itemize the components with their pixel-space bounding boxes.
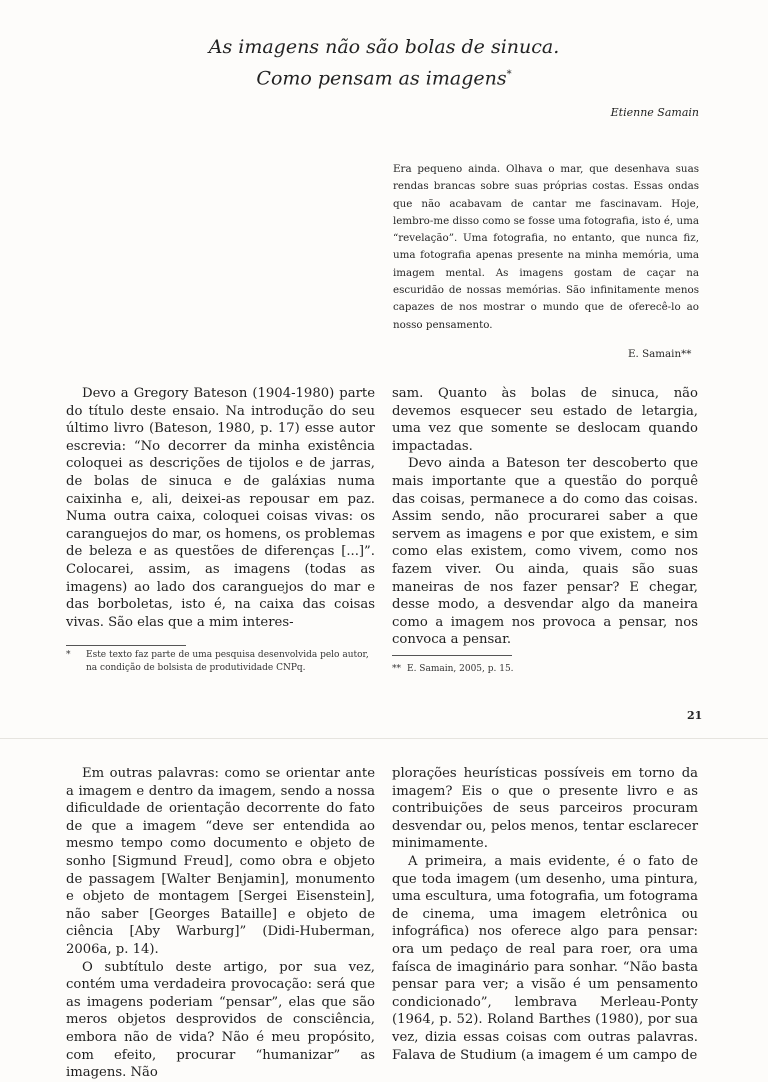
paragraph: Devo a Gregory Bateson (1904-1980) parte do título deste ensaio. Na introdução do seu último livro (Bateson, 1980, p. 17) esse autor escrevia: “No decorrer da minha existência coloquei as descrições de tijolos e de jarras, de bolas de sinuca e de galáxias numa caixinha e, ali, deixei-as repousar em paz. Numa outra caixa, coloquei coisas vivas: os caranguejos do mar, os homens, os problemas de beleza e as questões de diferenças [...]”. Colocarei, assim, as imagens (todas as imagens) ao lado dos caranguejos do mar e das borboletas, isto é, na caixa das coisas vivas. São elas que a mim interes- <box>66 386 375 630</box>
footnote-2-mark: ** <box>392 664 401 674</box>
paragraph: plorações heurísticas possíveis em torno da imagem? Eis o que o presente livro e as contribuições de seus parceiros procuram desvendar ou, pelos menos, tentar esclarecer minimamente. <box>392 766 698 852</box>
footnote-1 <box>66 649 381 675</box>
article-title <box>0 34 768 92</box>
page21-column-left <box>66 385 375 631</box>
paragraph: Em outras palavras: como se orientar ante a imagem e dentro da imagem, sendo a nossa dificuldade de orientação decorrente do fato de que a imagem “deve ser entendida ao mesmo tempo como documento e objeto de sonho [Sigmund Freud], como obra e objeto de passagem [Walter Benjamin], monumento e objeto de montagem [Sergei Eisenstein], não saber [Georges Bataille] e objeto de ciência [Aby Warburg]” (Didi-Huberman, 2006a, p. 14). <box>66 766 375 957</box>
page-break <box>0 738 768 739</box>
page22-column-right <box>392 765 698 1064</box>
footnote-1-text: Este texto faz parte de uma pesquisa desenvolvida pelo autor, na condição de bolsista de produtividade CNPq. <box>86 650 369 673</box>
paragraph: O subtítulo deste artigo, por sua vez, contém uma verdadeira provocação: será que as imagens poderiam “pensar”, elas que são meros objetos desprovidos de consciência, embora não de vida? Não é meu propósito, com efeito, procurar “humanizar” as imagens. Não <box>66 959 375 1081</box>
footnote-divider <box>66 645 186 646</box>
page22-column-left <box>66 765 375 1082</box>
paragraph: A primeira, a mais evidente, é o fato de que toda imagem (um desenho, uma pintura, uma escultura, uma fotografia, um fotograma de cinema, uma imagem eletrônica ou infográfica) nos oferece algo para pensar: ora um pedaço de real para roer, ora uma faísca de imaginário para sonhar. “Não basta pensar para ver; a visão é um pensamento condicionado”, lembrava Merleau-Ponty (1964, p. 52). Roland Barthes (1980), por sua vez, dizia essas coisas com outras palavras. Falava de Studium (a imagem é um campo de <box>392 853 698 1063</box>
title-line-2 <box>0 61 768 92</box>
paragraph: sam. Quanto às bolas de sinuca, não devemos esquecer seu estado de letargia, uma vez que somente se deslocam quando impactadas. <box>392 386 698 454</box>
paragraph: Devo ainda a Bateson ter descoberto que mais importante que a questão do porquê das coisas, permanece a do como das coisas. Assim sendo, não procurarei saber a que servem as imagens e por que existem, e sim como elas existem, como vivem, como nos fazem viver. Ou ainda, quais são suas maneiras de nos fazer pensar? E chegar, desse modo, a desvendar algo da maneira como a imagem nos provoca a pensar, nos convoca a pensar. <box>392 456 698 648</box>
epigraph <box>393 161 699 334</box>
author-name: Etienne Samain <box>610 106 699 119</box>
page-number: 21 <box>687 709 703 722</box>
footnote-2-text: E. Samain, 2005, p. 15. <box>407 664 514 674</box>
title-line-1: As imagens não são bolas de sinuca. <box>208 36 560 58</box>
epigraph-text: Era pequeno ainda. Olhava o mar, que desenhava suas rendas brancas sobre suas próprias costas. Essas ondas que não acabavam de cantar me fascinavam. Hoje, lembro-me disso como se fosse uma fotografia, isto é, uma “revelação”. Uma fotografia, no entanto, que nunca fiz, uma fotografia apenas presente na minha memória, uma imagem mental. As imagens gostam de caçar na escuridão de nossas memórias. São infinitamente menos capazes de nos mostrar o mundo que de oferecê-lo ao nosso pensamento. <box>393 163 699 331</box>
title-line-2-text: Como pensam as imagens <box>256 67 507 90</box>
page21-column-right <box>392 385 698 649</box>
footnote-1-mark: * <box>66 650 71 660</box>
epigraph-attribution: E. Samain** <box>628 348 692 360</box>
title-footnote-mark: * <box>506 69 512 80</box>
footnote-divider <box>392 655 512 656</box>
footnote-2 <box>392 664 514 674</box>
